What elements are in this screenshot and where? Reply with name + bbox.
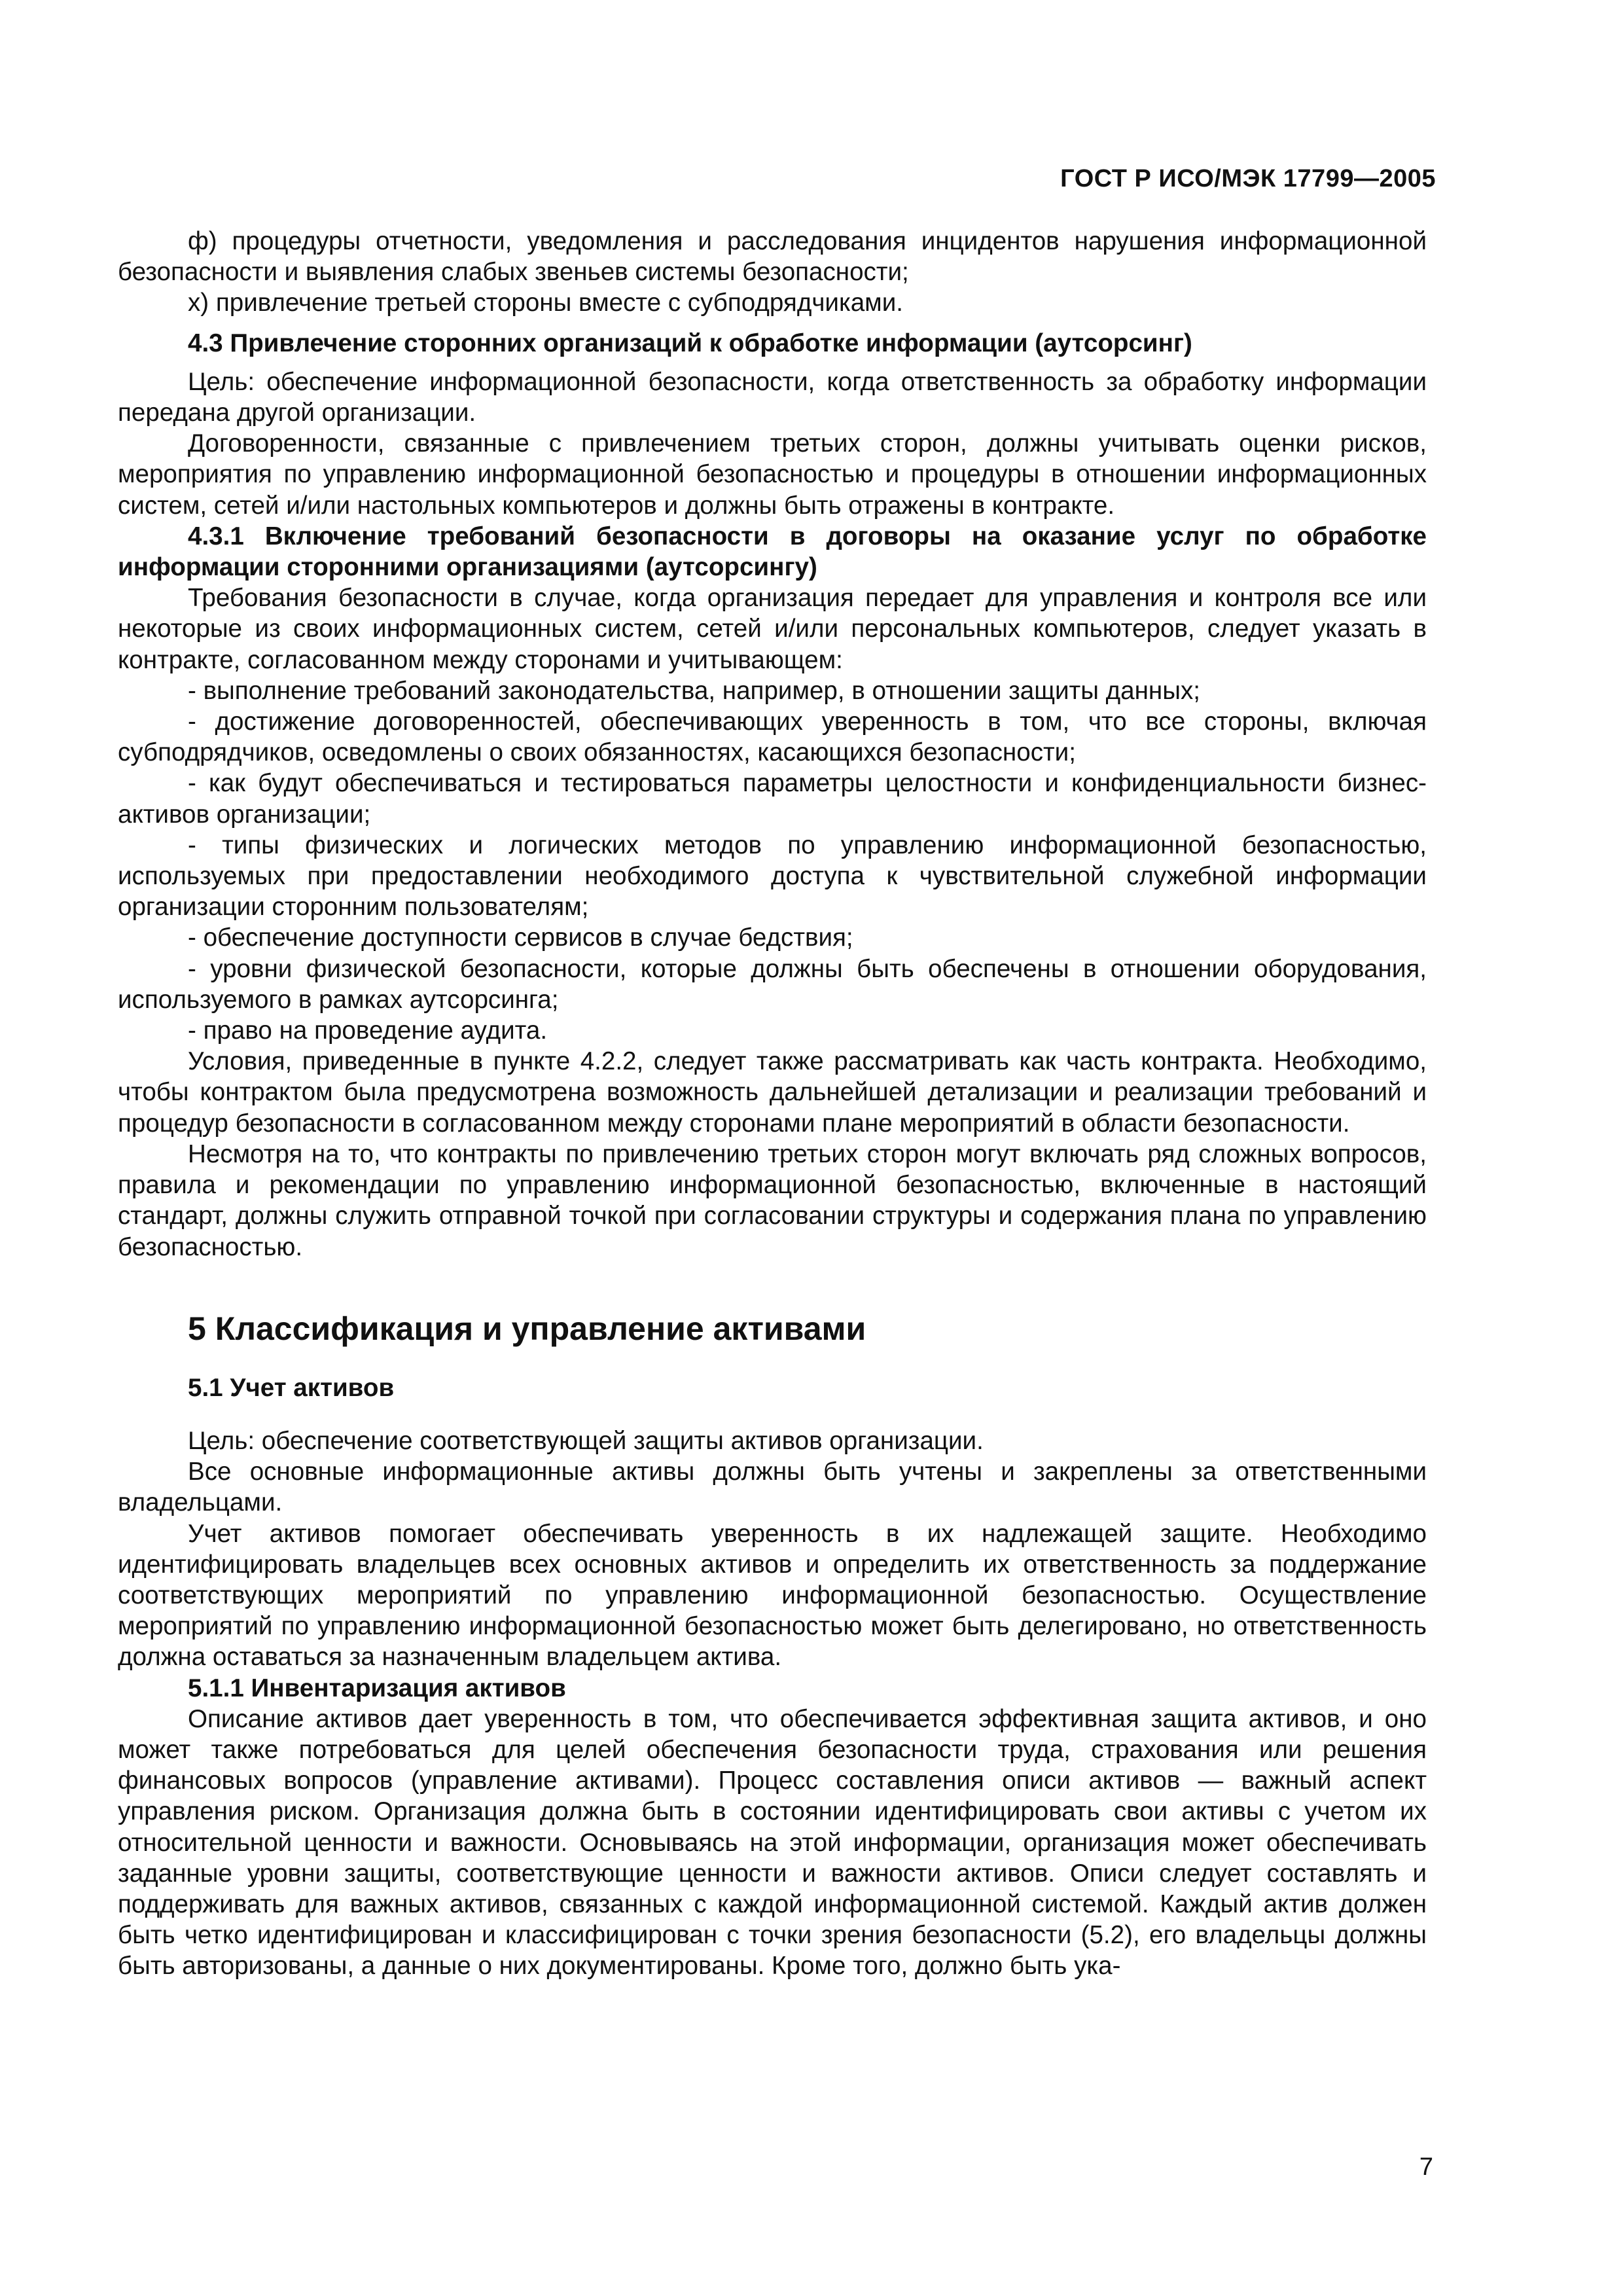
document-code-header: ГОСТ Р ИСО/МЭК 17799—2005 (1060, 165, 1436, 192)
section-heading-5-1: 5.1 Учет активов (188, 1373, 395, 1402)
paragraph-goal-5-1: Цель: обеспечение соответствующей защиты активов организации. (188, 1426, 984, 1455)
list-item-h: х) привлечение третьей стороны вместе с субподрядчиками. (188, 289, 903, 317)
subsection-heading-5-1-1: 5.1.1 Инвентаризация активов (188, 1674, 566, 1702)
list-item-methods: - типы физических и логических методов по управлению информационной безопасностью, используемых при предоставлении необходимого доступа к чувствительной служебной информации организации сторонним пользователям; (118, 831, 1427, 922)
subsection-heading-4-3-1: 4.3.1 Включение требований безопасности в договоры на оказание услуг по обработке информации сторонними организациями (аутсорсингу) (118, 522, 1427, 582)
paragraph-assets-accounting: Учет активов помогает обеспечивать уверенность в их надлежащей защите. Необходимо идентифицировать владельцев всех основных активов и определить их ответственность за поддержание соответствующих мероприятий по управлению информационной безопасностью. Осуществление мероприятий по управлению информационной безопасностью может быть делегировано, но ответственность должна оставаться за назначенным владельцем актива. (118, 1519, 1427, 1672)
list-item-physical-security: - уровни физической безопасности, которые должны быть обеспечены в отношении оборудования, используемого в рамках аутсорсинга; (118, 954, 1427, 1014)
list-item-integrity: - как будут обеспечиваться и тестироваться параметры целостности и конфиденциальности бизнес-активов организации; (118, 769, 1427, 829)
list-item-f: ф) процедуры отчетности, уведомления и расследования инцидентов нарушения информационной безопасности и выявления слабых звеньев системы безопасности; (118, 227, 1427, 287)
section-heading-4-3: 4.3 Привлечение сторонних организаций к обработке информации (аутсорсинг) (188, 329, 1192, 357)
paragraph-conditions: Условия, приведенные в пункте 4.2.2, следует также рассматривать как часть контракта. Необходимо, чтобы контрактом была предусмотрена возможность дальнейшей детализации и реализации требований и процедур безопасности в согласованном между сторонами плане мероприятий в области безопасности. (118, 1047, 1427, 1138)
paragraph-contracts: Несмотря на то, что контракты по привлечению третьих сторон могут включать ряд сложных вопросов, правила и рекомендации по управлению информационной безопасностью, включенные в настоящий стандарт, должны служить отправной точкой при согласовании структуры и содержания плана по управлению безопасностью. (118, 1139, 1427, 1261)
list-item-legislation: - выполнение требований законодательства, например, в отношении защиты данных; (188, 676, 1200, 705)
list-item-agreements: - достижение договоренностей, обеспечивающих уверенность в том, что все стороны, включая субподрядчиков, осведомлены о своих обязанностях, касающихся безопасности; (118, 708, 1427, 767)
paragraph-agreements: Договоренности, связанные с привлечением третьих сторон, должны учитывать оценки рисков, мероприятия по управлению информационной безопасностью и процедуры в отношении информационных систем, сетей и/или настольных компьютеров и должны быть отражены в контракте. (118, 429, 1427, 520)
page-content (118, 226, 1427, 1982)
chapter-heading-5: 5 Классификация и управление активами (188, 1310, 866, 1347)
list-item-audit: - право на проведение аудита. (188, 1016, 548, 1045)
list-item-availability: - обеспечение доступности сервисов в случае бедствия; (188, 924, 853, 952)
paragraph-assets-owners: Все основные информационные активы должны быть учтены и закреплены за ответственными владельцами. (118, 1458, 1427, 1517)
page-number: 7 (1419, 2153, 1433, 2181)
paragraph-goal-4-3: Цель: обеспечение информационной безопасности, когда ответственность за обработку информации передана другой организации. (118, 367, 1427, 427)
paragraph-requirements: Требования безопасности в случае, когда организация передает для управления и контроля все или некоторые из своих информационных систем, сетей и/или персональных компьютеров, следует указать в контракте, согласованном между сторонами и учитывающем: (118, 584, 1427, 674)
paragraph-inventory: Описание активов дает уверенность в том, что обеспечивается эффективная защита активов, и оно может также потребоваться для целей обеспечения безопасности труда, страхования или решения финансовых вопросов (управление активами). Процесс составления описи активов — важный аспект управления риском. Организация должна быть в состоянии идентифицировать свои активы с учетом их относительной ценности и важности. Основываясь на этой информации, организация может обеспечивать заданные уровни защиты, соответствующие ценности и важности активов. Описи следует составлять и поддерживать для важных активов, связанных с каждой информационной системой. Каждый актив должен быть четко идентифицирован и классифицирован с точки зрения безопасности (5.2), его владельцы должны быть авторизованы, а данные о них документированы. Кроме того, должно быть ука- (118, 1704, 1427, 1981)
